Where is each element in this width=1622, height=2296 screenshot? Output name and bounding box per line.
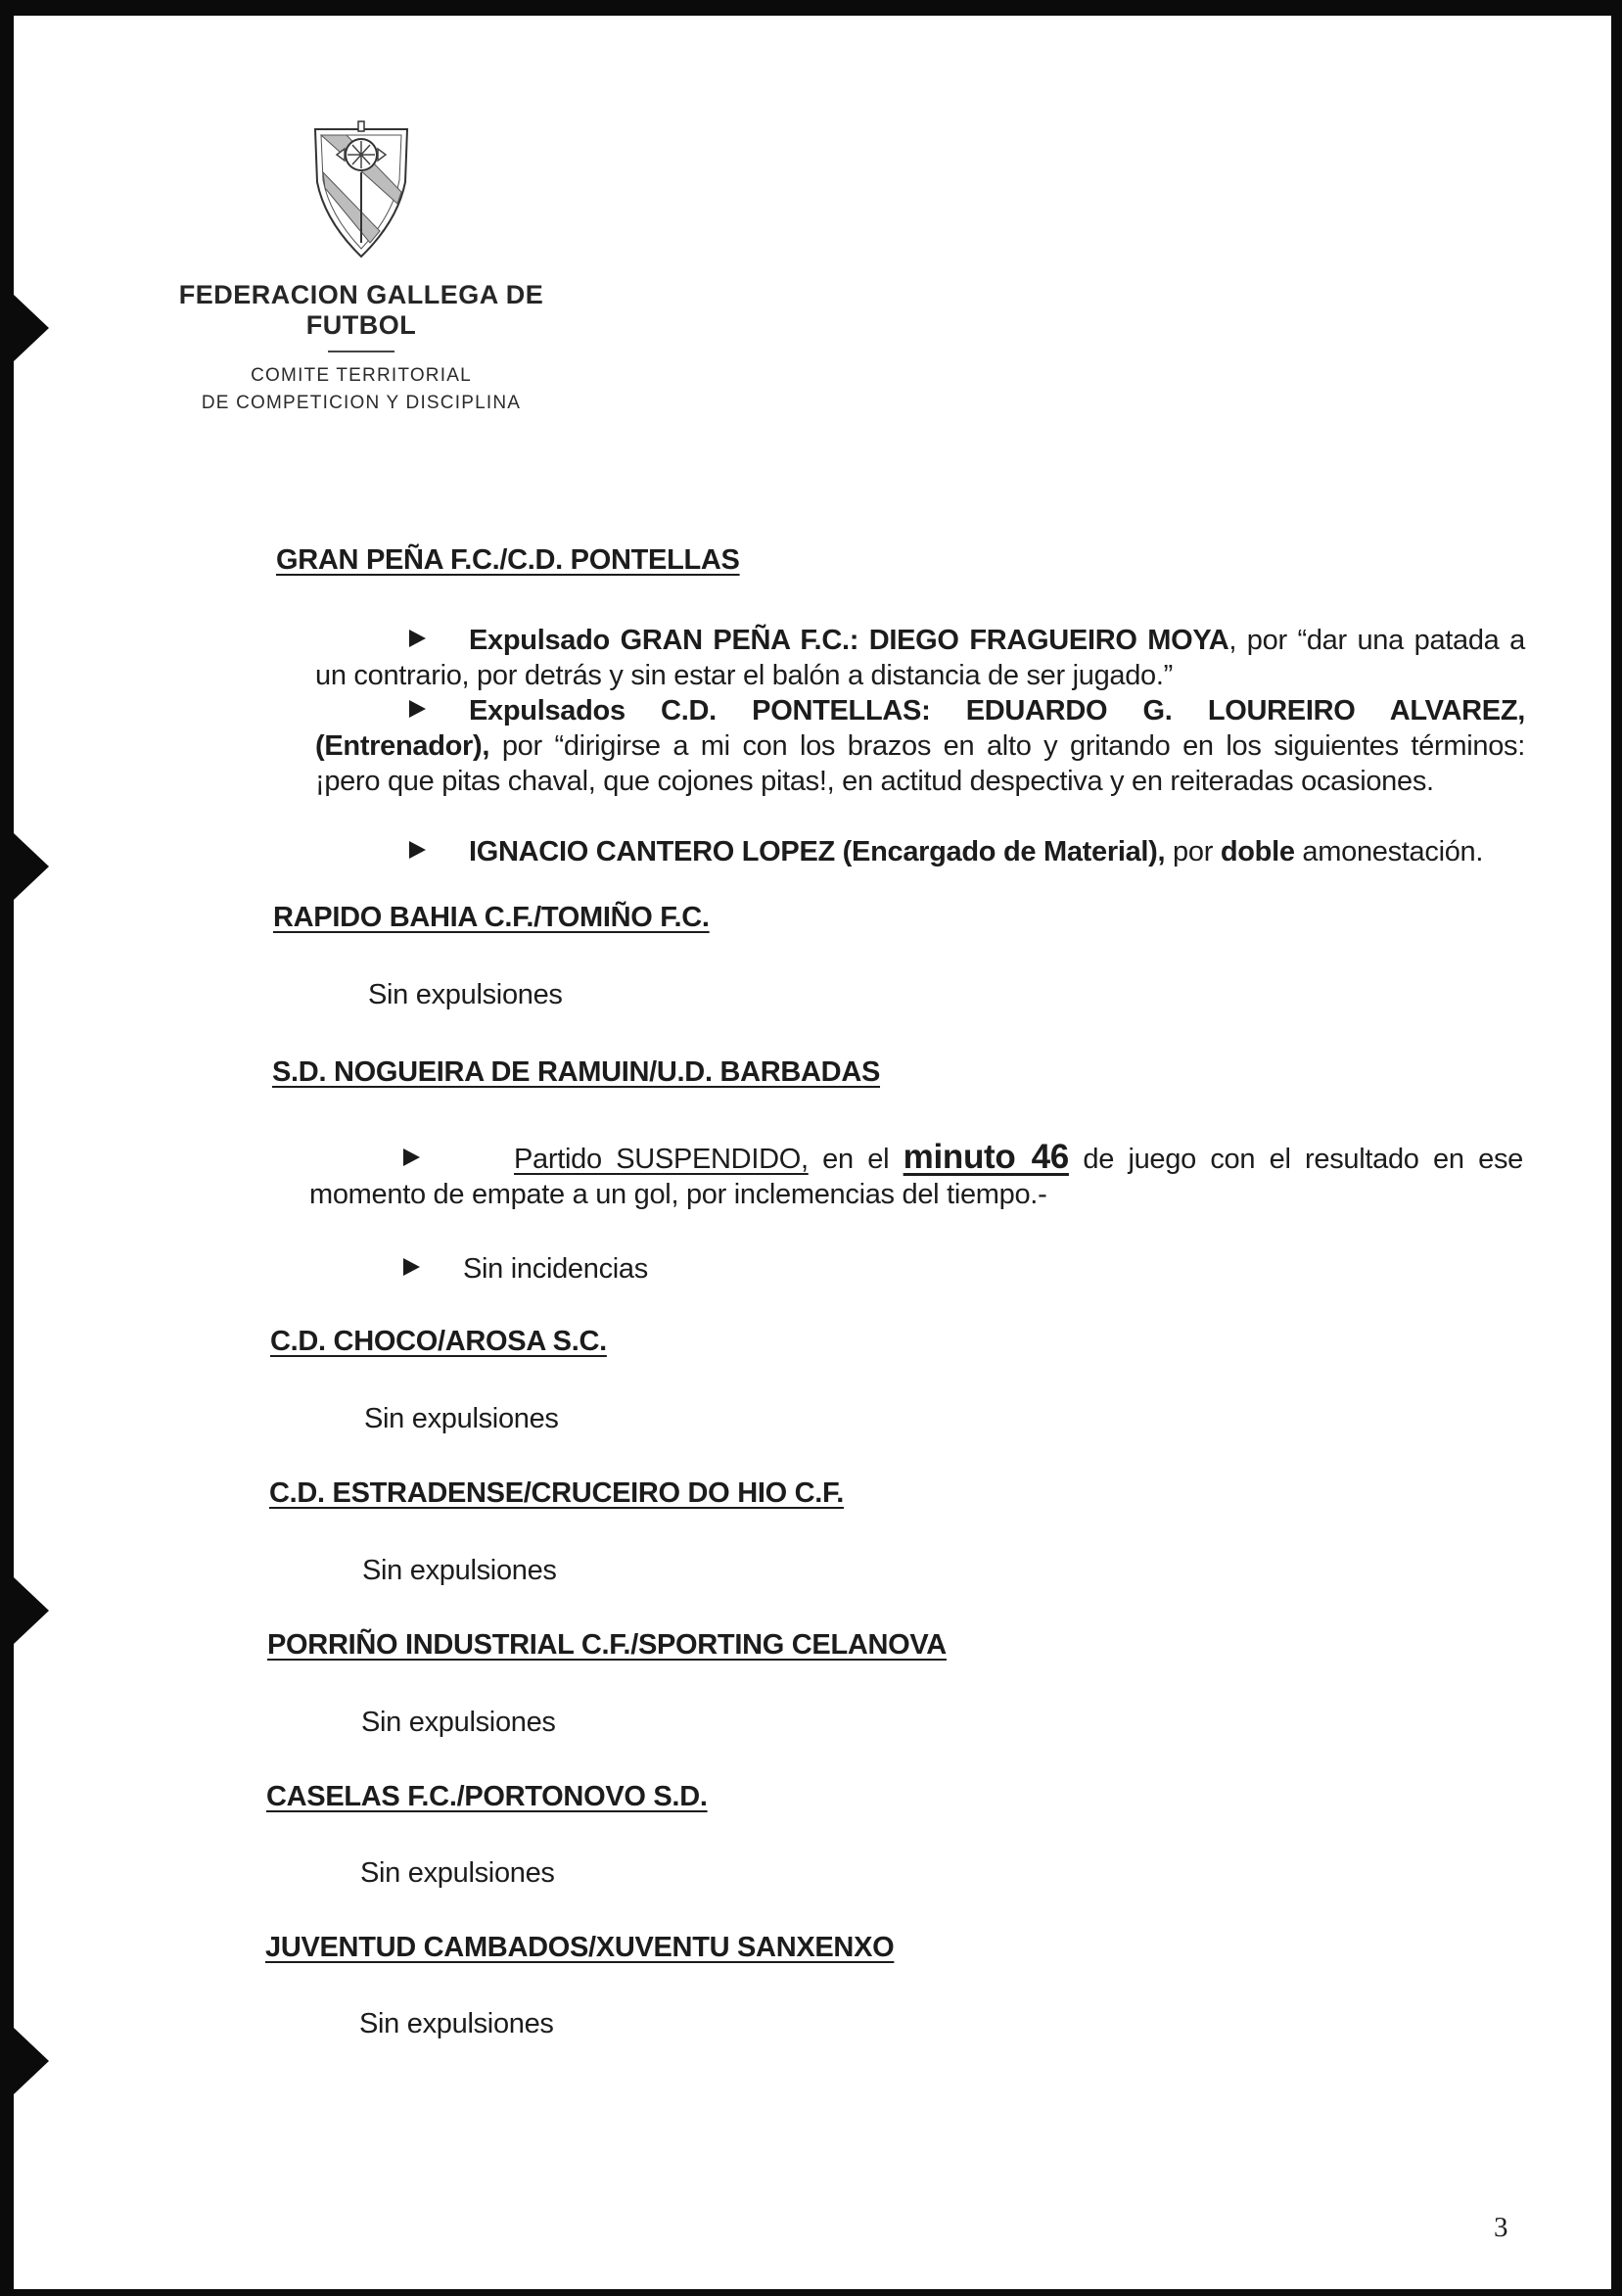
bullet-arrow-icon (403, 1148, 420, 1166)
expulsion-player: Expulsados C.D. PONTELLAS: EDUARDO G. LOUREIRO ALVAREZ, (Entrenador), (315, 695, 1525, 762)
match-title: GRAN PEÑA F.C./C.D. PONTELLAS (276, 544, 740, 576)
expulsion-item (315, 693, 1525, 799)
suspension-connector: en el (808, 1144, 904, 1175)
torn-edge-mark (14, 295, 49, 361)
page-number: 3 (1494, 2212, 1508, 2243)
incidents-text: Sin incidencias (463, 1253, 648, 1285)
match-title: C.D. CHOCO/AROSA S.C. (270, 1326, 607, 1357)
expulsion-reason: por “dirigirse a mi con los brazos en alto y gritando en los siguientes términos: ¡pero que pitas chaval, que cojones pitas!, en actitud despectiva y en reiteradas ocasiones. (315, 730, 1525, 797)
match-result-text: Sin expulsiones (364, 1403, 559, 1434)
expulsion-item (315, 623, 1525, 693)
expulsion-reason: , por “dar una patada a un contrario, por detrás y sin estar el balón a distancia de ser jugado.” (315, 625, 1525, 691)
expulsion-reason: amonestación. (1294, 836, 1484, 867)
match-title: S.D. NOGUEIRA DE RAMUIN/U.D. BARBADAS (272, 1056, 881, 1088)
match-title: CASELAS F.C./PORTONOVO S.D. (266, 1781, 708, 1812)
match-result-text: Sin expulsiones (368, 979, 563, 1010)
match-title: JUVENTUD CAMBADOS/XUVENTU SANXENXO (265, 1932, 895, 1963)
match-result-text: Sin expulsiones (359, 2008, 554, 2039)
match-title: RAPIDO BAHIA C.F./TOMIÑO F.C. (273, 902, 710, 933)
expulsion-emphasis: doble (1220, 836, 1295, 867)
suspension-detail: de juego con el resultado en ese momento de empate a un gol, por inclemencias del tiempo.- (309, 1144, 1524, 1210)
torn-edge-mark (14, 833, 49, 900)
letterhead (131, 114, 591, 417)
expulsion-player: Expulsado GRAN PEÑA F.C.: DIEGO FRAGUEIRO MOYA (469, 625, 1229, 656)
document-page (14, 16, 1611, 2289)
committee-line-1: COMITE TERRITORIAL (251, 365, 472, 386)
match-title: C.D. ESTRADENSE/CRUCEIRO DO HIO C.F. (269, 1477, 844, 1509)
match-result-text: Sin expulsiones (361, 1707, 556, 1738)
federation-shield-crest-icon (307, 114, 415, 260)
match-result-text: Sin expulsiones (362, 1555, 557, 1586)
bullet-arrow-icon (403, 1258, 420, 1276)
expulsion-item (315, 834, 1525, 869)
expulsion-player: IGNACIO CANTERO LOPEZ (Encargado de Material), (469, 836, 1166, 867)
match-title: PORRIÑO INDUSTRIAL C.F./SPORTING CELANOVA (267, 1629, 947, 1661)
bullet-arrow-icon (409, 700, 426, 718)
suspension-minute: minuto 46 (903, 1138, 1069, 1176)
match-result-text: Sin expulsiones (360, 1857, 555, 1889)
bullet-arrow-icon (409, 630, 426, 647)
suspended-label: Partido SUSPENDIDO, (514, 1144, 809, 1175)
suspension-note (309, 1140, 1523, 1212)
committee-line-2: DE COMPETICION Y DISCIPLINA (201, 393, 522, 413)
torn-edge-mark (14, 1577, 49, 1644)
bullet-arrow-icon (409, 841, 426, 859)
federation-name: FEDERACION GALLEGA DE FUTBOL (178, 280, 544, 340)
expulsion-connector: por (1165, 836, 1221, 867)
incidents-note (309, 1251, 897, 1287)
torn-edge-mark (14, 2028, 49, 2094)
header-divider (328, 351, 394, 352)
